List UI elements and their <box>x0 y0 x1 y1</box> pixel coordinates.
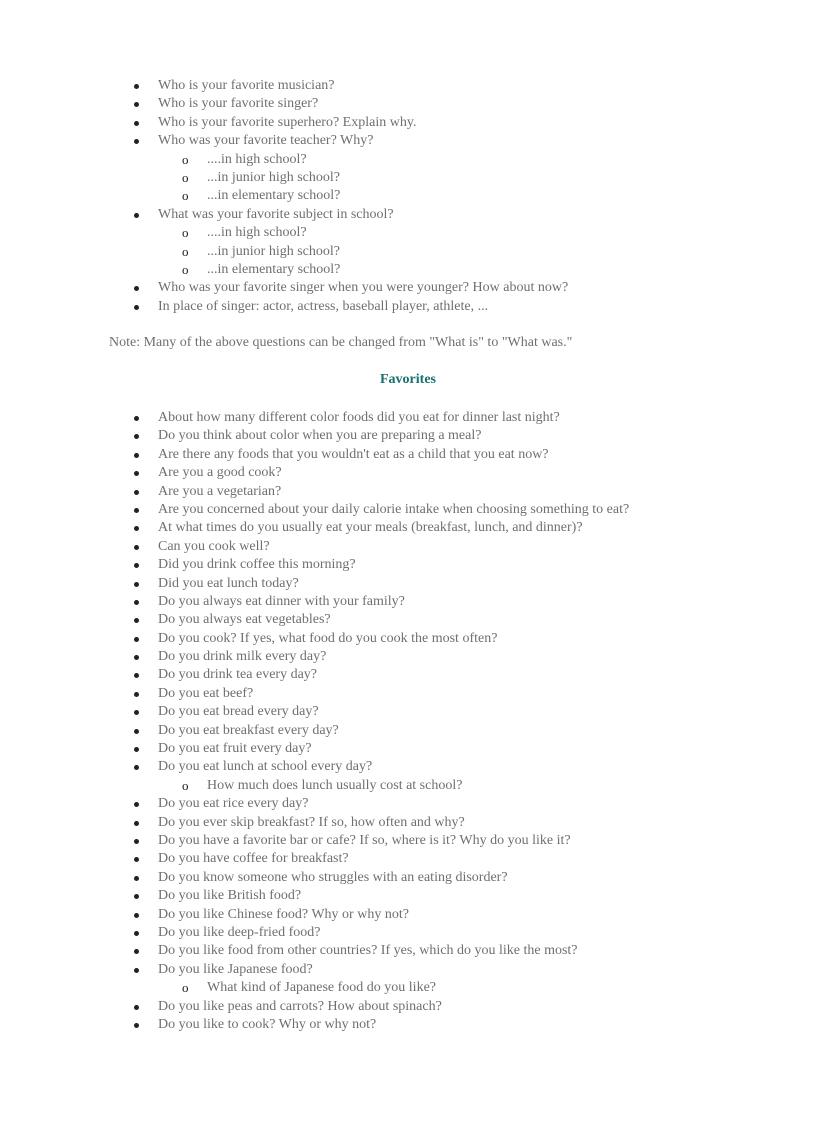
list-item-text: Can you cook well? <box>158 538 270 554</box>
bullet-dot-icon <box>134 1023 139 1028</box>
bullet-dot-icon <box>134 213 139 218</box>
list-item-text: Do you always eat dinner with your family? <box>158 593 405 609</box>
list-item-text: Did you eat lunch today? <box>158 575 299 591</box>
bullet-dot-icon <box>134 876 139 881</box>
list-item-text: Who was your favorite teacher? Why? <box>158 133 374 149</box>
bullet-dot-icon <box>134 600 139 605</box>
bullet-dot-icon <box>134 673 139 678</box>
bullet-dot-icon <box>134 526 139 531</box>
list-item-text: ...in elementary school? <box>207 261 341 277</box>
bullet-dot-icon <box>134 913 139 918</box>
bullet-dot-icon <box>134 139 139 144</box>
list-item-text: At what times do you usually eat your meals (breakfast, lunch, and dinner)? <box>158 520 583 536</box>
list-item-text: Do you have coffee for breakfast? <box>158 851 349 867</box>
list-item-text: ....in high school? <box>207 151 307 167</box>
list-item-text: Do you drink tea every day? <box>158 667 317 683</box>
list-item-text: Who is your favorite singer? <box>158 96 319 112</box>
bullet-dot-icon <box>134 729 139 734</box>
list-item-text: Who was your favorite singer when you were younger? How about now? <box>158 280 569 296</box>
sub-bullet-marker: o <box>182 261 189 277</box>
sub-bullet-marker: o <box>182 225 189 241</box>
list-item-text: Are you concerned about your daily calorie intake when choosing something to eat? <box>158 501 630 517</box>
list-item-text: Do you like peas and carrots? How about spinach? <box>158 998 442 1014</box>
bullet-dot-icon <box>134 857 139 862</box>
bullet-dot-icon <box>134 305 139 310</box>
sub-bullet-marker: o <box>182 169 189 185</box>
sub-bullet-marker: o <box>182 980 189 996</box>
bullet-dot-icon <box>134 490 139 495</box>
list-item-text: Are you a vegetarian? <box>158 483 282 499</box>
bullet-dot-icon <box>134 453 139 458</box>
list-item-text: Who is your favorite musician? <box>158 78 335 93</box>
list-item-text: How much does lunch usually cost at school? <box>207 777 463 793</box>
bullet-dot-icon <box>134 931 139 936</box>
bullet-dot-icon <box>134 968 139 973</box>
list-item-text: Do you like Chinese food? Why or why not? <box>158 906 409 922</box>
list-item-text: Do you eat breakfast every day? <box>158 722 339 738</box>
list-item-text: Do you eat bread every day? <box>158 704 319 720</box>
list-item-text: Do you eat fruit every day? <box>158 741 312 757</box>
list-item-text: Do you eat lunch at school every day? <box>158 759 373 775</box>
list-item-text: ...in junior high school? <box>207 243 340 259</box>
bullet-dot-icon <box>134 102 139 107</box>
bullet-dot-icon <box>134 416 139 421</box>
list-item-text: Do you know someone who struggles with an eating disorder? <box>158 869 508 885</box>
sub-bullet-marker: o <box>182 151 189 167</box>
list-item-text: Who is your favorite superhero? Explain why. <box>158 114 417 130</box>
bullet-dot-icon <box>134 637 139 642</box>
section-heading-favorites: Favorites <box>380 372 436 387</box>
list-item-text: Do you like British food? <box>158 888 302 904</box>
list-item-text: Do you think about color when you are preparing a meal? <box>158 428 482 444</box>
bullet-dot-icon <box>134 894 139 899</box>
bullet-dot-icon <box>134 1005 139 1010</box>
bullet-dot-icon <box>134 821 139 826</box>
bullet-dot-icon <box>134 286 139 291</box>
list-item-text: What kind of Japanese food do you like? <box>207 980 436 996</box>
sub-bullet-marker: o <box>182 777 189 793</box>
bullet-dot-icon <box>134 508 139 513</box>
list-item-text: Do you eat beef? <box>158 685 254 701</box>
bullet-dot-icon <box>134 747 139 752</box>
list-item-text: Do you ever skip breakfast? If so, how often and why? <box>158 814 465 830</box>
list-item-text: ...in junior high school? <box>207 169 340 185</box>
list-item-text: ...in elementary school? <box>207 188 341 204</box>
bullet-dot-icon <box>134 655 139 660</box>
bullet-dot-icon <box>134 434 139 439</box>
list-item-text: Are you a good cook? <box>158 465 282 481</box>
sub-bullet-marker: o <box>182 188 189 204</box>
list-item-text: Are there any foods that you wouldn't eat as a child that you eat now? <box>158 446 549 462</box>
bullet-dot-icon <box>134 692 139 697</box>
list-item-text: Do you eat rice every day? <box>158 796 309 812</box>
list-item-text: Do you always eat vegetables? <box>158 612 331 628</box>
bullet-dot-icon <box>134 563 139 568</box>
list-item-text: Do you cook? If yes, what food do you cook the most often? <box>158 630 498 646</box>
list-item-text: Do you like food from other countries? If yes, which do you like the most? <box>158 943 578 959</box>
note-text: Note: Many of the above questions can be changed from "What is" to "What was." <box>109 335 573 350</box>
list-item-text: Do you like to cook? Why or why not? <box>158 1016 377 1032</box>
sub-bullet-marker: o <box>182 243 189 259</box>
list-item-text: Do you like Japanese food? <box>158 961 313 977</box>
bullet-dot-icon <box>134 618 139 623</box>
list-item-text: ....in high school? <box>207 225 307 241</box>
bullet-dot-icon <box>134 582 139 587</box>
bullet-dot-icon <box>134 710 139 715</box>
bullet-dot-icon <box>134 471 139 476</box>
bullet-dot-icon <box>134 949 139 954</box>
list-item-text: Do you like deep-fried food? <box>158 924 321 940</box>
list-item-text: Do you have a favorite bar or cafe? If so, where is it? Why do you like it? <box>158 832 571 848</box>
bullet-dot-icon <box>134 545 139 550</box>
bullet-dot-icon <box>134 121 139 126</box>
bullet-dot-icon <box>134 802 139 807</box>
list-item-text: Do you drink milk every day? <box>158 649 327 665</box>
bullet-dot-icon <box>134 839 139 844</box>
list-item-text: In place of singer: actor, actress, baseball player, athlete, ... <box>158 298 489 314</box>
list-item-text: About how many different color foods did you eat for dinner last night? <box>158 410 560 425</box>
list-item-text: What was your favorite subject in school? <box>158 206 394 222</box>
bullet-dot-icon <box>134 84 139 89</box>
bullet-dot-icon <box>134 765 139 770</box>
list-item-text: Did you drink coffee this morning? <box>158 557 356 573</box>
